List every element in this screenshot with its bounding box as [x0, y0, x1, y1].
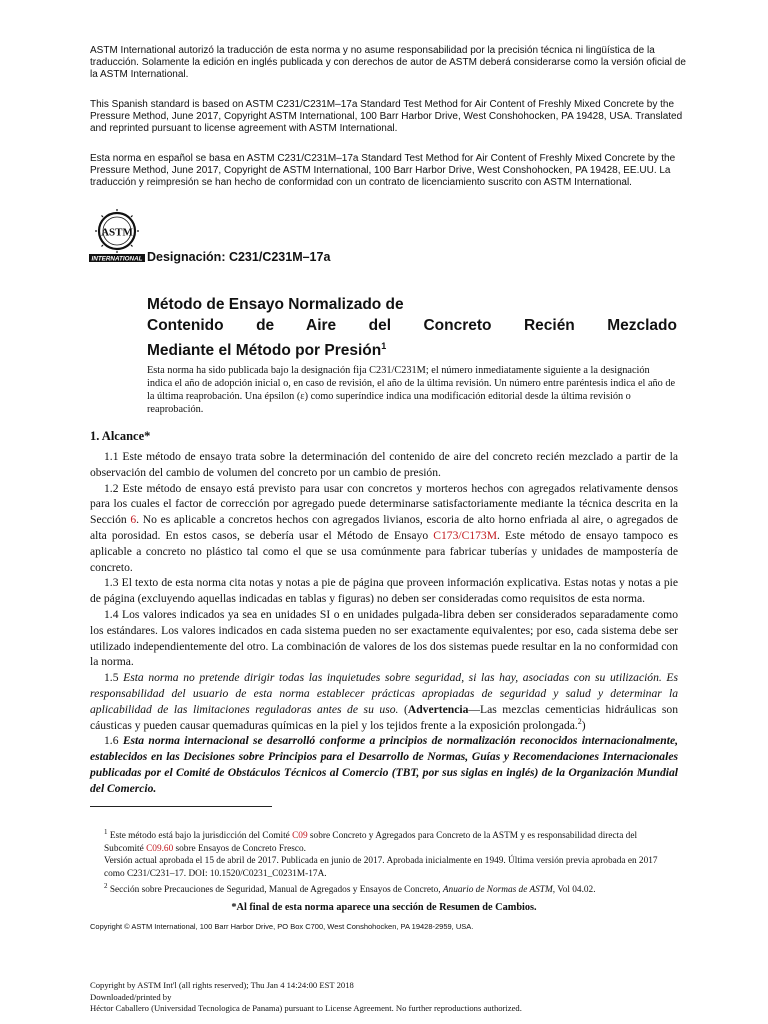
c173-link[interactable]: C173/C173M — [433, 528, 498, 542]
designation-intro: Esta norma ha sido publicada bajo la designación fija C231/C231M; el número inmediatamente siguiente a la designación indica el año de adopción inicial o, en caso de revisión, el año de la última revisión. Un número entre paréntesis indica el año de la última reaprobación. Una épsilon (ε) como superíndice indica una modificación editorial desde la última revisión o reaprobación. — [147, 365, 676, 415]
paragraph-1-6: 1.6 Esta norma internacional se desarrolló conforme a principios de normalización reconocidos internacionalmente, establecidos en las Decisiones sobre Principios para el Desarrollo de Normas, Guías y Recomendaciones Internacionales publicadas por el Comité de Obstáculos Técnicos al Comercio (TBT, por sus siglas en inglés) de la Organización Mundial del Comercio. — [90, 734, 679, 795]
section-heading: 1. Alcance* — [90, 429, 151, 443]
svg-text:ASTM: ASTM — [101, 226, 133, 239]
download-footer — [90, 980, 522, 1015]
footnote-2: $^2$ Sección sobre Precauciones de Seguridad, Manual de Agregados y Ensayos de Concreto, Anuario de Normas de ASTM, Vol 04.02. — [104, 882, 596, 896]
footnote-divider — [90, 806, 272, 807]
c09-link[interactable]: C09 — [292, 831, 308, 842]
footer-line-3: Héctor Caballero (Universidad Tecnologica de Panama) pursuant to License Agreement. No further reproductions authorized. — [90, 1003, 522, 1013]
paragraph-1-3: 1.3 El texto de esta norma cita notas y notas a pie de página que proveen información explicativa. Estas notas y notas a pie de página (excluyendo aquellas indicadas en tablas y figuras) no deben ser consideradas como requisitos de esta norma. — [90, 576, 678, 606]
footnote-1: $^1$ Este método está bajo la jurisdicción del Comité C09 sobre Concreto y Agregados para Concreto de la ASTM y es responsabilidad directa del Subcomité C09.60 sobre Ensayos de Concreto Fresco. — [104, 828, 638, 854]
title-line-2: Contenido de Aire del Concreto Recién Mezclado — [147, 317, 677, 334]
section-6-link[interactable]: 6 — [130, 513, 137, 527]
paragraph-1-2: 1.2 Este método de ensayo está previsto para usar con concretos y morteros hechos con agregados relativamente densos para los cuales el factor de corrección por agregado puede determinarse satisfactoriamente mediante la técnica descrita en la Sección 6. No es aplicable a concretos hechos con agregados livianos, escoria de alto horno enfriada al aire, o agregados de alta porosidad. En estos casos, se debería usar el Método de Ensayo C173/C173M. Este método de ensayo tampoco es aplicable a concreto no plástico tal como el que se usa comúnmente para fabricar tuberías y unidades de mampostería de concreto. — [90, 481, 678, 574]
translation-notice: ASTM International autorizó la traducción de esta norma y no asume responsabilidad por la precisión técnica ni lingüística de la traducción. Solamente la edición en inglés publicada y con derechos de autor de ASTM deberá considerarse como la versión oficial de la ASTM International. — [90, 45, 686, 80]
english-source-notice: This Spanish standard is based on ASTM C231/C231M–17a Standard Test Method for Air Content of Freshly Mixed Concrete by the Pressure Method, June 2017, Copyright ASTM International, 100 Barr Harbor Drive, West Conshohocken, PA 19428, USA. Translated and reprinted pursuant to license agreement with ASTM International. — [90, 99, 683, 134]
title-line-3: Mediante el Método por Presión$^1$ — [147, 341, 387, 360]
svg-text:INTERNATIONAL: INTERNATIONAL — [91, 255, 143, 263]
paragraph-1-4: 1.4 Los valores indicados ya sea en unidades SI o en unidades pulgada-libra deben ser considerados separadamente como los estándares. Los valores indicados en cada sistema pueden no ser exactamente equivalentes; por eso, cada sistema debe ser utilizado independientemente del otro. La combinación de valores de los dos sistemas puede resultar en la no conformidad con la norma. — [90, 607, 678, 669]
astm-logo-icon — [88, 209, 146, 263]
title-line-1: Método de Ensayo Normalizado de — [147, 296, 404, 313]
footer-line-2: Downloaded/printed by — [90, 991, 172, 1002]
footer-line-1: Copyright by ASTM Int'l (all rights reserved); Thu Jan 4 14:24:00 EST 2018 — [90, 980, 354, 990]
footnotes — [90, 826, 678, 897]
spanish-source-notice: Esta norma en español se basa en ASTM C231/C231M–17a Standard Test Method for Air Content of Freshly Mixed Concrete by the Pressure Method, June 2017, Copyright de ASTM International, 100 Barr Harbor Drive, West Conshohocken, PA 19428, EE.UU. La traducción y reimpresión se han hecho de conformidad con un contrato de licenciamiento suscrito con ASTM International. — [90, 153, 676, 188]
scope-body — [90, 449, 678, 797]
copyright-line: Copyright © ASTM International, 100 Barr Harbor Drive, PO Box C700, West Conshohocken, PA 19428-2959, USA. — [90, 922, 474, 931]
document-title — [147, 294, 677, 361]
title-footnote-mark[interactable]: 1 — [381, 341, 387, 351]
designation: Designación: C231/C231M–17a — [147, 250, 331, 264]
footnote-1-version: Versión actual aprobada el 15 de abril de 2017. Publicada en junio de 2017. Aprobada inicialmente en 1949. Última versión previa aprobada en 2017 como C231/C231–17. DOI: 10.1520/C0231_C0231M-17A. — [104, 856, 658, 879]
paragraph-1-1: 1.1 Este método de ensayo trata sobre la determinación del contenido de aire del concreto recién mezclado a partir de la observación del cambio de volumen del concreto por un cambio de presión. — [90, 450, 678, 479]
footnote-2-mark[interactable]: 2 — [577, 716, 582, 726]
c09-60-link[interactable]: C09.60 — [146, 843, 174, 854]
paragraph-1-5: 1.5 Esta norma no pretende dirigir todas las inquietudes sobre seguridad, si las hay, asociadas con su utilización. Es responsabilidad del usuario de esta norma establecer prácticas apropiadas de seguridad y salud y determinar la aplicabilidad de las limitaciones reguladoras antes de su uso. (Advertencia—Las mezclas cementicias hidráulicas son cáusticas y pueden causar quemaduras químicas en la piel y los tejidos frente a la exposición prolongada.$^2$) — [90, 671, 678, 732]
summary-of-changes-note: *Al final de esta norma aparece una sección de Resumen de Cambios. — [231, 902, 537, 913]
